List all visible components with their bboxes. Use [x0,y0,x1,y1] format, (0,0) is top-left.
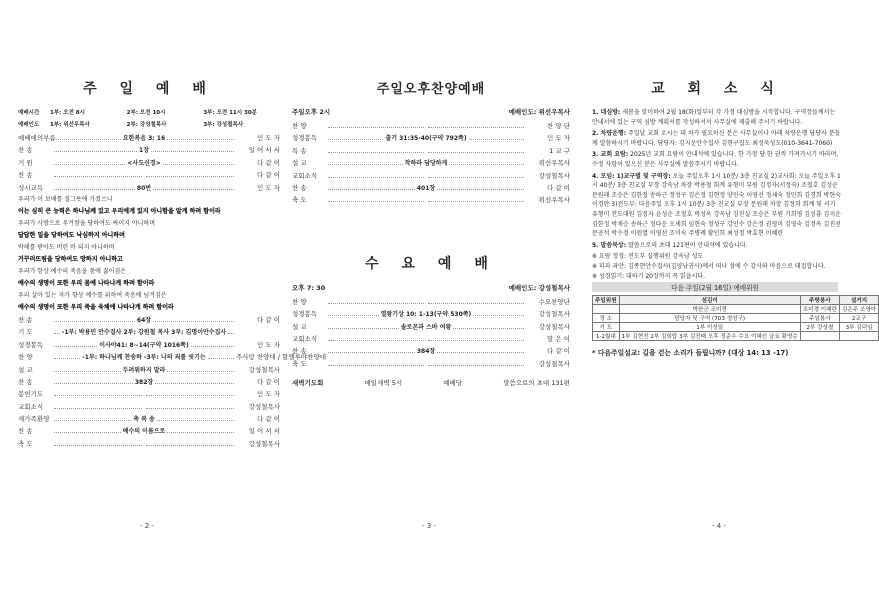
order-person: 다 같 이 [257,158,280,167]
dotted-leader [153,183,234,190]
dotted-leader [328,183,415,190]
order-person: 강성철목사 [248,439,280,448]
order-person: 강성철목사 [538,322,571,331]
dotted-leader [328,158,403,165]
order-label: 성경봉독 [18,340,44,349]
news-item [592,150,842,169]
order-person: 강성철목사 [538,171,570,180]
order-row [292,308,570,320]
dotted-leader [54,183,135,190]
news-item-body: 오늘 주일오후 1시 10분/ 3층 친교실 2)교사회: 오늘 주일오후 1시 40분/ 3층 친교실 부장 강숙남 차장 박용철 회계 유형미 부원 김정자(서정숙) 조철호 김성순 문원래 조승은 김한정 송하근 정성구 김은정 김현정 양인숙 이영선 정세숙 정민희 김경희 박현숙 이경란 3)전도부: 다음주일 오후 1시 10분/ 3층 친교실 부장 문원래 차장 김정희 회계 및 서기 유형미 전도대원 김정자 윤성순 조철호 박성옥 강옥남 김진실 조승은 부원 기희영 김성룡 김지운 김한정 박재승 송하근 정다운 오세희 임현숙 정성구 강인수 강은정 권영미 김영숙 김정옥 김진선 문공석 박수정 이원열 이영선 조미숙 주병례 황인희 최성정 박효현 이혜련 [592,172,841,238]
table-cell: 3부 김덕임 [839,323,878,332]
order-row [292,120,570,132]
dawn-prayer-row: 새벽기도회 매일새벽 5시 예배당 말씀으로의 초대 131편 [292,379,570,388]
dotted-leader [328,359,424,366]
order-content: 착하라 담당하게 [404,160,448,168]
news-item-title: 1. 대심방: [592,109,621,116]
order-row [292,157,570,169]
news-item-title: 4. 모임: 1)교구별 및 구역장: [592,172,671,180]
dotted-leader [473,309,524,316]
order-label: 설 교 [292,322,307,331]
order-person: 다 같 이 [257,171,280,180]
dotted-leader [54,352,80,359]
dotted-leader [54,327,60,334]
order-person: 다 같 이 [547,347,571,356]
order-content: 두려워하지 말라 [122,366,166,374]
order-person: 1 교 구 [549,146,570,155]
table-row [593,305,879,314]
order-label: 찬 송 [18,315,33,324]
order-row [292,182,570,194]
dotted-leader [167,133,234,140]
page-number: - 4 - [712,522,726,530]
responsive-reading-line: 이는 심히 큰 능력은 하나님께 있고 우리에게 있지 아니함을 알게 하려 함이라 [18,207,221,215]
dotted-leader [54,439,142,446]
responsive-reading-line: 거꾸러뜨림을 당하여도 망하지 아니하고 [18,255,123,263]
order-content: 384장 [416,348,436,356]
order-row [292,194,570,206]
order-person: 일 어 서 서 [248,146,281,155]
table-row [593,323,879,332]
order-person: 강성철목사 [538,359,570,368]
dotted-leader [54,389,142,396]
order-row [18,157,280,169]
order-row [18,314,280,326]
table-cell: 정 소 [593,314,620,323]
dotted-leader [54,402,142,409]
dotted-leader [428,121,524,128]
table-header: 섬김이 [619,296,800,305]
order-label: 축 도 [18,439,33,448]
news-item-body: 새봄을 맞이하여 2월 18(화)일부터 각 가정 대심방을 시작합니다. 구역장들께서는 안내서에 있는 구역 심방 계획서를 작성하셔서 사무실에 제출해 주시기 바랍니다. [592,109,836,126]
responsive-reading-line: 우리가 항상 예수의 죽음을 몸에 짊어짐은 [18,267,127,275]
dotted-leader [428,297,524,304]
dotted-leader [208,352,234,359]
dotted-leader [167,426,234,433]
order-row [18,438,280,450]
order-person: 주사랑 찬양대 / 할렐루야찬양대 [236,353,327,362]
dotted-leader [428,195,524,202]
order-label: 성경봉독 [292,310,318,319]
table-cell: 조미경 이혜란 [800,305,839,314]
news-item [592,241,842,251]
order-label: 기 원 [18,158,33,167]
order-row [292,321,570,333]
order-content: 80번 [136,184,152,192]
order-person: 다 같 이 [257,377,281,386]
order-label: 축 도 [292,359,307,368]
table-row [593,314,879,323]
next-sermon: * 다음주일설교: 길을 걷는 소리가 들립니까? (대상 14: 13 -17) [592,349,789,358]
table-cell: 1부 이성일 [619,323,800,332]
order-person: 말 은 이 [547,334,570,343]
news-item-body: 주일날 교회 오시는 데 차가 필요하신 분은 사무실이나 아래 차량운행 담당자 분들께 말씀하시기 바랍니다. 담당자: 김지운안수집사 김현구집도 최성욱성도(010-3641-7060) [592,130,841,147]
order-person: 위선우목사 [538,159,571,168]
order-row [18,351,327,363]
order-row [18,425,280,437]
order-content: 382장 [134,378,154,386]
dotted-leader [54,340,97,347]
dotted-leader [428,359,524,366]
dotted-leader [328,171,424,178]
dotted-leader [328,195,424,202]
order-content: -1부: 하나님께 찬송하 -3부: 나의 죄를 씻기는 [82,354,206,362]
page-number: - 2 - [140,522,154,530]
order-person: 인 도 자 [257,390,280,399]
table-cell: 1부 김현진 2부 김희랍 3부 김진태 오후 정준우 수요 이혜선 금요 황영순 [619,332,800,341]
news-item [592,172,842,239]
dotted-leader [54,133,121,140]
order-row [18,182,280,194]
order-row [292,132,570,144]
order-row [18,169,280,181]
dotted-leader [54,145,137,152]
order-content: -1부: 박용민 안수집사 2부: 강원철 목사 3부: 김명이안수집사 [61,329,227,337]
dotted-leader [54,426,121,433]
order-label: 교회소식 [292,171,318,180]
order-content: 1장 [139,147,149,155]
page-number: - 3 - [422,522,436,530]
order-content: <사도신경> [127,159,161,167]
dotted-leader [191,340,234,347]
order-label: 교회소식 [292,334,318,343]
afternoon-worship-title: 주일오후찬양예배 [376,82,486,97]
page-4 [592,72,877,358]
order-row [18,388,280,400]
dotted-leader [151,145,234,152]
order-label: 찬 양 [18,353,33,362]
table-cell: 김은주 조영아 [839,305,878,314]
table-header: 설거지 [839,296,878,305]
dotted-leader [437,346,524,353]
notice-line: ※ 성경읽기: 대하기 20장까지 꼭 읽읍시다. [592,273,706,281]
page-3 [292,72,570,387]
order-person: 찬 양 단 [547,122,570,130]
table-header: 주일위원 [593,296,620,305]
order-label: 찬 송 [292,347,307,356]
order-row [18,376,280,388]
dotted-leader [328,309,379,316]
duty-table-caption: 다음 주일(2월 16일) 예배위원 [592,282,838,292]
order-label: 기 도 [18,328,33,337]
dotted-leader [146,170,234,177]
afternoon-meta: 주일오후 2시 예배인도: 위선우목사 [292,108,570,116]
dotted-leader [54,365,121,372]
dotted-leader [328,346,415,353]
dotted-leader [146,402,234,409]
order-row [292,358,570,370]
dotted-leader [163,158,234,165]
dotted-leader [453,322,524,329]
order-content: 솔로몬과 스바 여왕 [400,323,452,331]
dotted-leader [155,377,234,384]
order-label: 성시교독 [18,183,44,192]
dotted-leader [328,133,383,140]
order-label: 찬 송 [18,146,33,155]
table-cell [593,305,620,314]
worship-leader-row: 예배인도 1부: 위선우목사 2부: 강성철목사 3부: 강성철목사 [18,122,244,128]
order-row [18,144,280,156]
dotted-leader [54,170,142,177]
wednesday-worship-title: 수 요 예 배 [365,255,497,272]
dotted-leader [328,146,424,153]
table-cell: 주일봉사 [800,314,839,323]
news-item [592,108,842,127]
wednesday-meta: 오후 7: 30 예배인도: 강성철목사 [292,283,570,292]
responsive-reading-line: 우리가 이 보배를 질그릇에 가졌으니 [18,195,113,203]
news-item-title: 3. 교회 요람: [592,151,629,159]
order-label: 찬 송 [18,427,33,436]
notice-line: ※ 피과 과안: 김종현안수집사(김양남권사)께서 떠나 섬에 수 감사와 마음으로 대접합니다. [592,263,826,271]
order-row [292,296,570,308]
order-person: 인 도 자 [547,134,571,143]
dotted-leader [146,439,234,446]
order-content: 요한복음 3: 16 [122,135,166,142]
dotted-leader [54,158,125,165]
order-label: 예배에의부름 [18,134,56,142]
table-row [593,332,879,341]
order-row [292,333,570,345]
order-content: 이사야41: 8~14(구약 1016쪽) [99,341,189,349]
order-label: 새가족환영 [18,415,50,424]
table-cell: 2교구 [839,314,878,323]
order-row [292,345,570,357]
dotted-leader [54,315,135,322]
order-person: 인 도 자 [257,340,281,349]
dotted-leader [328,121,424,128]
order-row [18,326,280,338]
order-person: 인 도 자 [257,183,280,192]
table-cell: 담당자 및 구역 (703 정성구) [619,314,800,323]
order-person: 일 어 서 서 [248,427,281,436]
order-person: 다 같 이 [257,315,280,324]
table-cell [800,332,839,341]
dotted-leader [146,389,234,396]
order-row [18,132,280,144]
sunday-worship-title: 주 일 예 배 [83,81,215,97]
order-label: 찬 양 [292,122,307,130]
table-cell: 기 도 [593,323,620,332]
dotted-leader [328,322,399,329]
order-person: 위선우목사 [538,196,570,205]
order-person: 인 도 자 [257,134,281,142]
dotted-leader [437,183,524,190]
order-content: 64장 [136,316,152,324]
order-person: 강성철목사 [538,310,570,319]
dotted-leader [428,334,524,341]
dotted-leader [428,171,524,178]
dotted-leader [328,334,424,341]
worship-time-row: 예배시간 1부: 오전 8시 2부: 오전 10시 3부: 오전 11시 30분 [18,110,257,116]
dotted-leader [228,327,234,334]
order-row [292,145,570,157]
dotted-leader [469,133,524,140]
dotted-leader [167,365,234,372]
responsive-reading-line: 우리 살아 있는 자가 항상 예수를 위하여 죽음에 넘겨짐은 [18,291,167,299]
order-label: 축 도 [292,196,307,205]
order-person: 다 같 이 [547,183,571,192]
responsive-reading-line: 예수의 생명이 또한 우리 죽을 육체에 나타나게 하려 함이라 [18,303,174,311]
duty-table [592,295,879,341]
order-label: 성경봉독 [292,134,318,143]
responsive-reading-line: 답답한 일을 당하여도 낙심하지 아니하며 [18,231,125,239]
order-row [18,401,280,413]
order-row [292,170,570,182]
dotted-leader [428,146,524,153]
order-row [18,413,280,425]
responsive-reading-line: 예수의 생명이 또한 우리 몸에 나타나게 하려 함이라 [18,279,155,287]
table-cell: 박한군 조미경 [619,305,800,314]
dotted-leader [157,414,234,421]
order-person: 강성철목사 [248,365,281,374]
table-header: 주방봉사 [800,296,839,305]
church-news-title: 교 회 소 식 [651,81,783,97]
news-item [592,129,842,148]
order-person: 수요찬양단 [538,297,570,306]
order-content: 예수의 이름으로 [122,428,166,436]
dotted-leader [54,414,131,421]
order-content: 출기 31:35-40(구약 792쪽) [385,135,467,143]
notice-line: ※ 요람 정정: 전도부 실행위원 강옥남 성도 [592,253,704,261]
order-content: 401장 [416,184,436,192]
order-label: 봉헌기도 [18,390,44,399]
order-label: 교회소식 [18,402,44,411]
news-item-title: 5. 말씀묵상: [592,241,627,249]
dotted-leader [328,297,424,304]
order-label: 특 송 [292,146,307,155]
order-content: 축 복 송 [133,416,155,424]
table-cell [839,332,878,341]
order-label: 찬 송 [18,377,33,386]
order-person: 다 같 이 [257,415,281,424]
table-cell: 2부 강성철 [800,323,839,332]
responsive-reading-line: 우리가 사방으로 우겨쌈을 당하여도 싸이지 아니하며 [18,219,156,227]
dotted-leader [153,315,234,322]
news-item-body: 2025년 교회 요람이 안내석에 있습니다. 한 가정 당 한 권씩 가져가시기 바라며, 수정 사항이 있으신 분은 사무실에 말씀주시기 바랍니다. [592,151,839,168]
order-content: 열왕기상 10: 1-13(구약 530쪽) [380,311,472,319]
order-label: 찬 송 [18,171,33,180]
order-label: 설 교 [292,159,307,168]
dotted-leader [449,158,524,165]
dotted-leader [54,377,133,384]
responsive-reading-line: 박해를 받아도 버린 바 되지 아니하며 [18,243,115,251]
news-item-title: 2. 차량운행: [592,130,627,138]
order-row [18,339,280,351]
order-label: 찬 양 [292,297,307,306]
order-label: 찬 송 [292,183,307,192]
order-row [18,364,280,376]
news-item-body: 말씀으로의 초대 121편이 안내석에 있습니다. [628,241,748,249]
table-cell: 1-2월대 [593,332,620,341]
order-label: 설 교 [18,365,33,374]
order-person: 강성철목사 [248,402,280,411]
